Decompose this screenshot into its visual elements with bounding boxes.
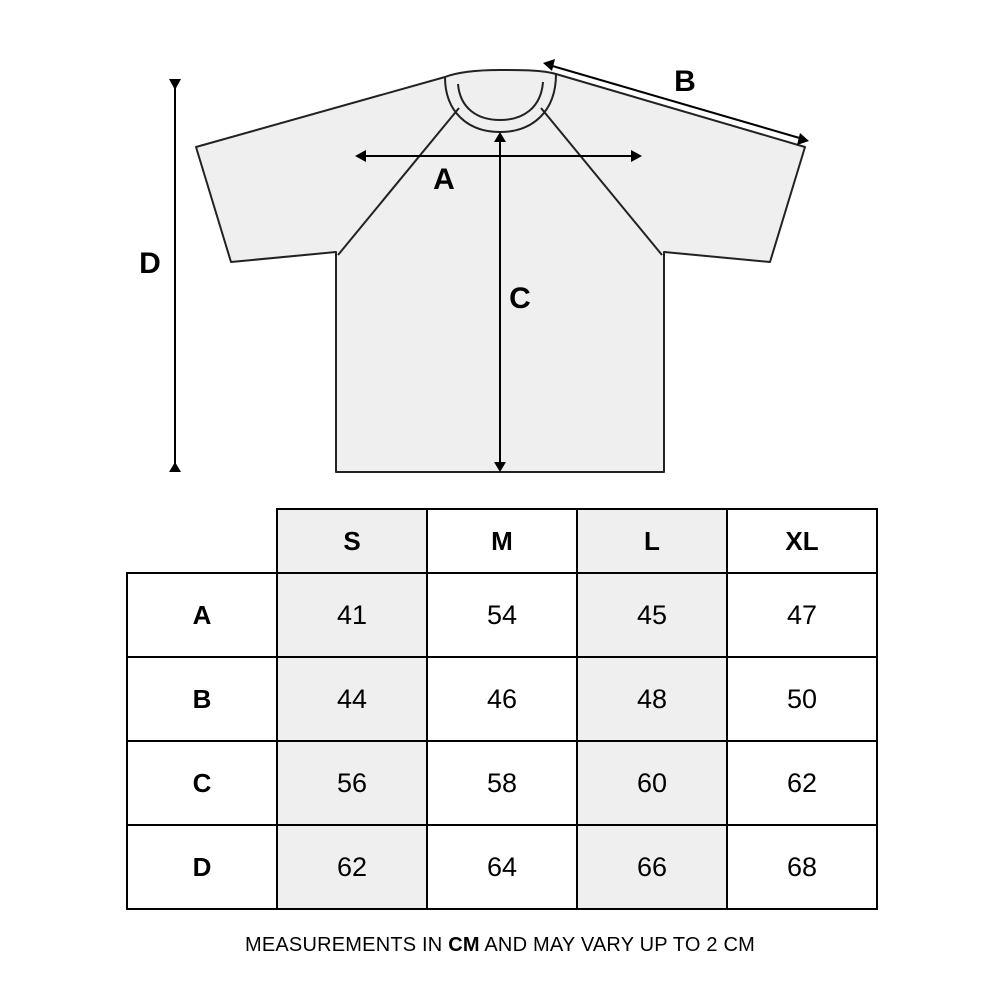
row-label: D [127, 825, 277, 909]
table-cell: 68 [727, 825, 877, 909]
table-cell: 62 [727, 741, 877, 825]
size-header-l: L [577, 509, 727, 573]
table-cell: 60 [577, 741, 727, 825]
table-row-a [127, 573, 877, 657]
table-header-row [127, 509, 877, 573]
table-row-b [127, 657, 877, 741]
size-header-s: S [277, 509, 427, 573]
tshirt-diagram [0, 0, 1000, 490]
table-cell: 54 [427, 573, 577, 657]
table-cell: 47 [727, 573, 877, 657]
label-c: C [509, 282, 531, 315]
size-header-xl: XL [727, 509, 877, 573]
table-cell: 64 [427, 825, 577, 909]
row-label: C [127, 741, 277, 825]
table-cell: 66 [577, 825, 727, 909]
table-cell: 44 [277, 657, 427, 741]
table-corner [127, 509, 277, 573]
table-cell: 58 [427, 741, 577, 825]
table-row-c [127, 741, 877, 825]
table-cell: 48 [577, 657, 727, 741]
row-label: B [127, 657, 277, 741]
table-cell: 41 [277, 573, 427, 657]
table-cell: 46 [427, 657, 577, 741]
table-row-d [127, 825, 877, 909]
dimension-d [139, 79, 181, 472]
label-a: A [433, 163, 455, 196]
row-label: A [127, 573, 277, 657]
table-cell: 62 [277, 825, 427, 909]
size-chart-table [126, 508, 878, 910]
note-before: MEASUREMENTS IN [244, 934, 449, 956]
label-b: B [674, 65, 696, 98]
measurement-note [0, 934, 1000, 957]
size-header-m: M [427, 509, 577, 573]
label-d: D [139, 247, 161, 280]
table-cell: 45 [577, 573, 727, 657]
table-cell: 50 [727, 657, 877, 741]
note-after: AND MAY VARY UP TO 2 CM [479, 934, 756, 956]
table-cell: 56 [277, 741, 427, 825]
note-unit: CM [448, 934, 480, 956]
